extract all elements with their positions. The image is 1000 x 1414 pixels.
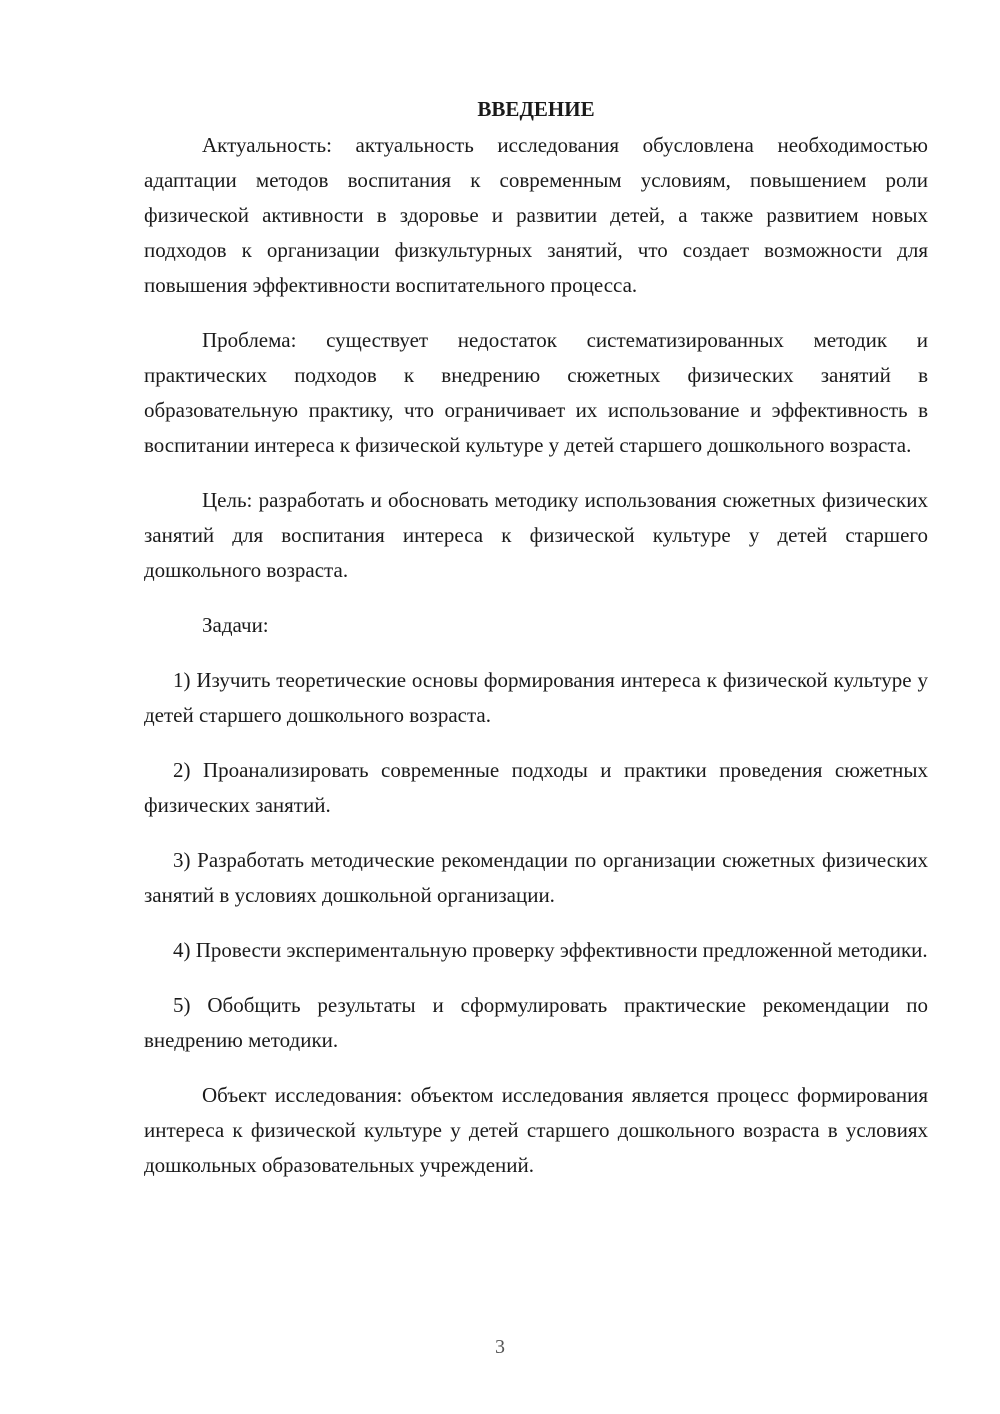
task-item-2: 2) Проанализировать современные подходы и практики проведения сюжетных физических занятий. <box>144 758 928 817</box>
task-item-4: 4) Провести экспериментальную проверку эффективности предложенной методики. <box>173 938 928 962</box>
section-title: ВВЕДЕНИЕ <box>477 97 595 121</box>
page-content <box>144 92 928 1183</box>
goal-paragraph: Цель: разработать и обосновать методику использования сюжетных физических занятий для воспитания интереса к физической культуре у детей старшего дошкольного возраста. <box>144 488 928 582</box>
problem-paragraph: Проблема: существует недостаток систематизированных методик и практических подходов к внедрению сюжетных физических занятий в образовательную практику, что ограничивает их использование и эффективность в воспитании интереса к физической культуре у детей старшего дошкольного возраста. <box>144 328 928 457</box>
task-item-1: 1) Изучить теоретические основы формирования интереса к физической культуре у детей старшего дошкольного возраста. <box>144 668 928 727</box>
object-paragraph: Объект исследования: объектом исследования является процесс формирования интереса к физической культуре у детей старшего дошкольного возраста в условиях дошкольных образовательных учреждений. <box>144 1083 928 1177</box>
task-item-5: 5) Обобщить результаты и сформулировать практические рекомендации по внедрению методики. <box>144 993 928 1052</box>
relevance-paragraph: Актуальность: актуальность исследования обусловлена необходимостью адаптации методов воспитания к современным условиям, повышением роли физической активности в здоровье и развитии детей, а также развитием новых подходов к организации физкультурных занятий, что создает возможности для повышения эффективности воспитательного процесса. <box>144 133 928 297</box>
tasks-heading: Задачи: <box>202 613 269 637</box>
task-item-3: 3) Разработать методические рекомендации по организации сюжетных физических занятий в условиях дошкольной организации. <box>144 848 928 907</box>
page-number: 3 <box>495 1336 505 1358</box>
